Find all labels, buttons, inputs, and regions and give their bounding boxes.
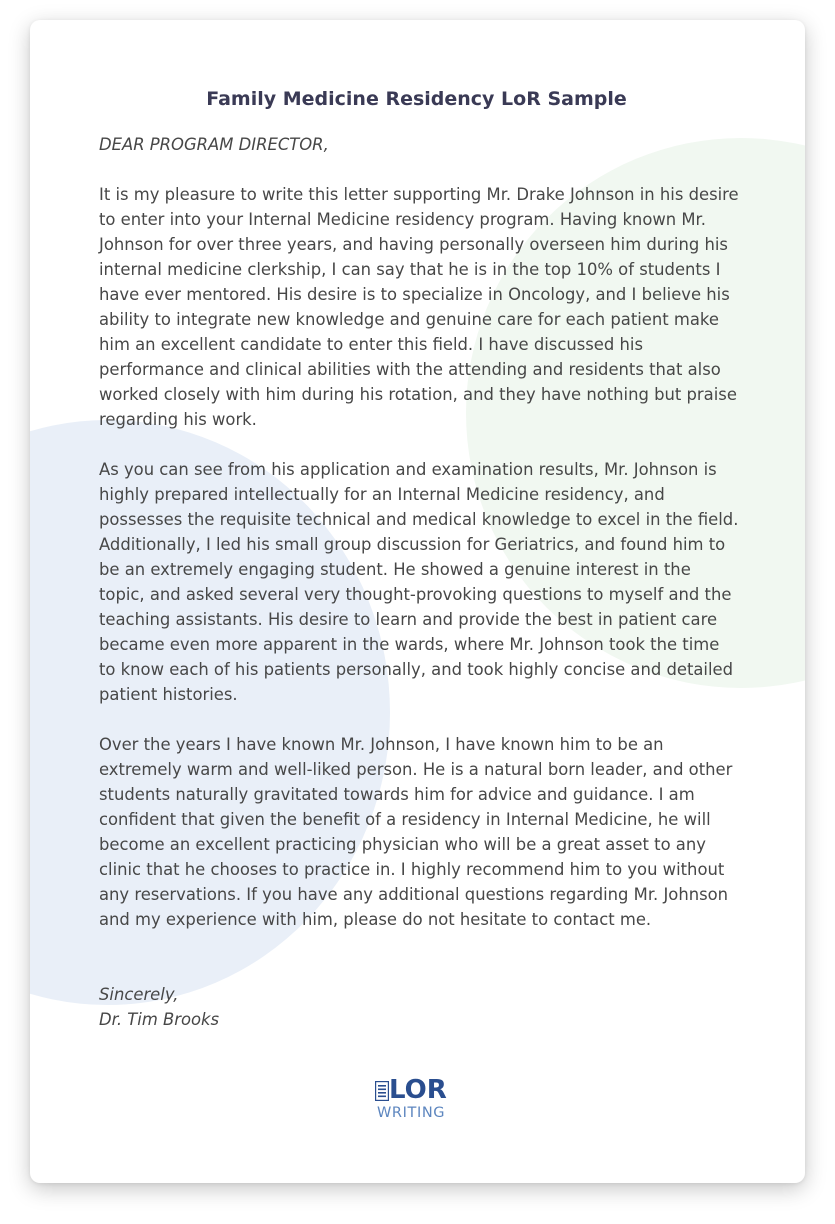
closing: Sincerely, bbox=[99, 985, 179, 1004]
salutation: DEAR PROGRAM DIRECTOR, bbox=[99, 135, 329, 154]
logo-sub-text: WRITING bbox=[377, 1105, 446, 1121]
closing-block bbox=[99, 982, 739, 1032]
signature: Dr. Tim Brooks bbox=[99, 1010, 220, 1029]
paragraph-3: Over the years I have known Mr. Johnson, I have known him to be an extremely warm and well-liked person. He is a natural born leader, and other students naturally gravitated towards him for advice and guidance. I am confident that given the benefit of a residency in Internal Medicine, he will become an excellent practicing physician who will be a great asset to any clinic that he chooses to practice in. I highly recommend him to you without any reservations. If you have any additional questions regarding Mr. Johnson and my experience with him, please do not hesitate to contact me. bbox=[99, 735, 733, 929]
letter-page bbox=[30, 20, 805, 1183]
lor-writing-logo bbox=[375, 1075, 465, 1124]
page-title: Family Medicine Residency LoR Sample bbox=[206, 88, 627, 110]
paragraph-2: As you can see from his application and examination results, Mr. Johnson is highly prepared intellectually for an Internal Medicine residency, and possesses the requisite technical and medical knowledge to excel in the field. Additionally, I led his small group discussion for Geriatrics, and found him to be an extremely engaging student. He showed a genuine interest in the topic, and asked several very thought-provoking questions to myself and the teaching assistants. His desire to learn and provide the best in patient care became even more apparent in the wards, where Mr. Johnson took the time to know each of his patients personally, and took highly concise and detailed patient histories. bbox=[99, 460, 739, 704]
logo-main-text: LOR bbox=[389, 1075, 447, 1105]
paragraph-1: It is my pleasure to write this letter supporting Mr. Drake Johnson in his desire to enter into your Internal Medicine residency program. Having known Mr. Johnson for over three years, and having personally overseen him during his internal medicine clerkship, I can say that he is in the top 10% of students I have ever mentored. His desire is to specialize in Oncology, and I believe his ability to integrate new knowledge and genuine care for each patient make him an excellent candidate to enter this field. I have discussed his performance and clinical abilities with the attending and residents that also worked closely with him during his rotation, and they have nothing but praise regarding his work. bbox=[99, 185, 739, 429]
document-lines-icon bbox=[375, 1081, 389, 1101]
